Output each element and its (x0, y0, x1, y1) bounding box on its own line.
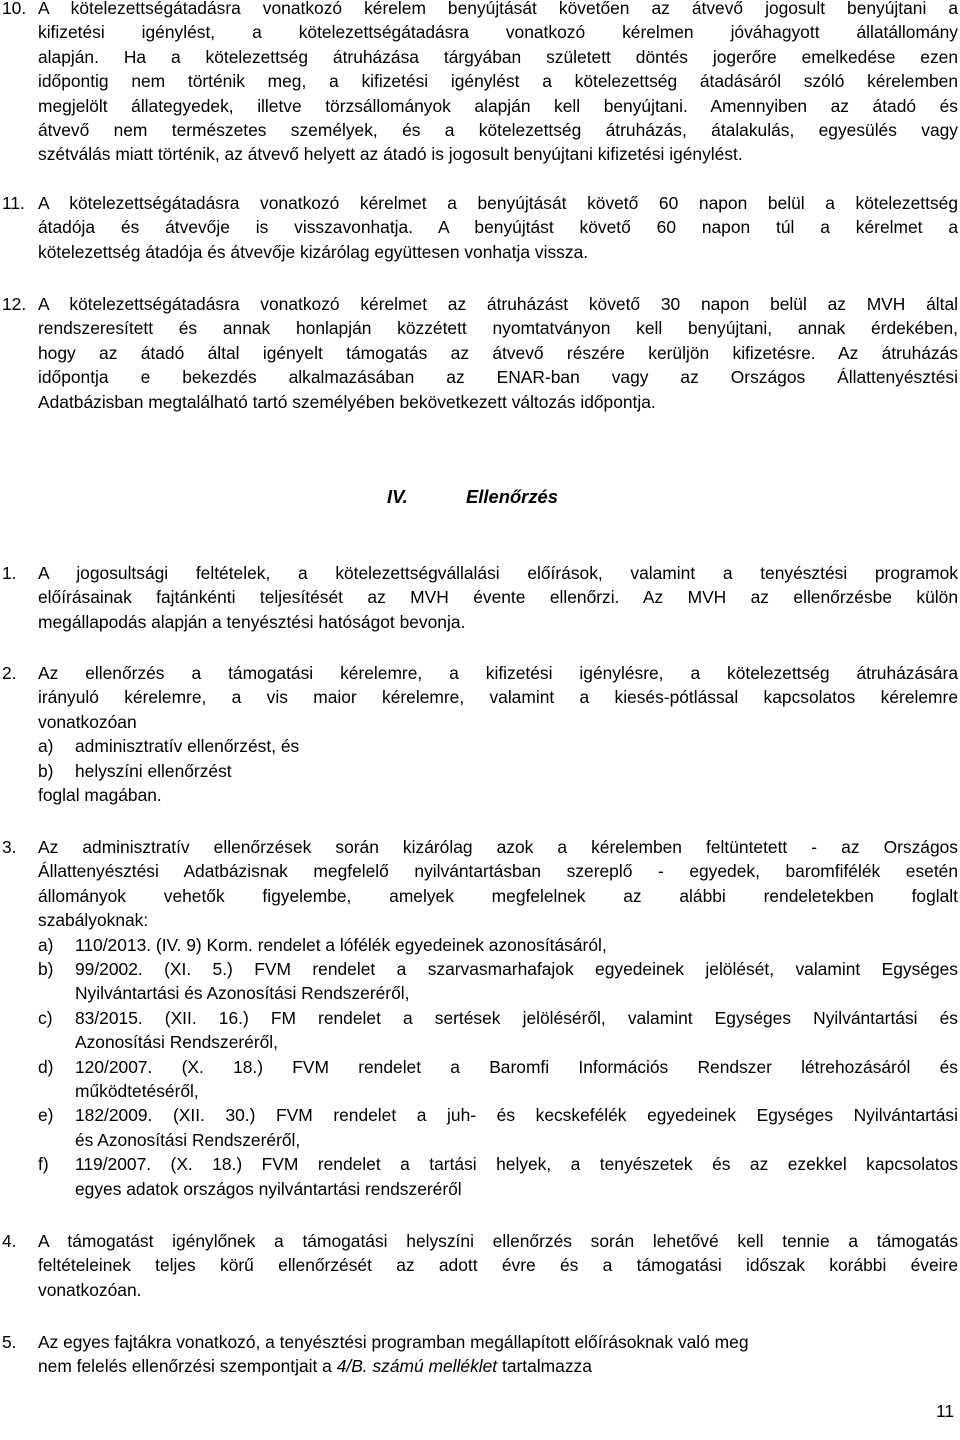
sub-text: működtetéséről, (75, 1081, 199, 1102)
item-number: 4. (2, 1231, 17, 1251)
text-line: A jogosultsági feltételek, a kötelezettségvállalási előírások, valamint a tenyésztési programok (38, 563, 958, 583)
text-line: megjelölt állategyedek, illetve törzsállományok alapján kell benyújtani. Amennyiben az átadó és (38, 95, 958, 116)
control-item-5 (0, 1330, 958, 1379)
sub-text: egyes adatok országos nyilvántartási rendszeréről (75, 1178, 462, 1199)
paragraph-12 (0, 292, 958, 414)
text-line: A kötelezettségátadásra vonatkozó kérelmet a benyújtását követő 60 napon belül a kötelezettség (38, 193, 958, 213)
item-number: 3. (2, 837, 17, 857)
sub-item-d (38, 1055, 958, 1104)
item-number: 5. (2, 1332, 17, 1352)
paragraph-10 (0, 0, 958, 167)
text-line: vonatkozóan (38, 711, 137, 732)
text-span: tartalmazza (502, 1356, 592, 1377)
sub-item-f (38, 1152, 958, 1201)
sub-label: b) (38, 760, 54, 781)
text-line: szabályoknak: (38, 910, 149, 931)
text-line: átadója és átvevője is visszavonhatja. A benyújtást követő 60 napon túl a kérelmet a (38, 217, 958, 238)
control-item-3 (0, 835, 958, 1201)
sub-item-e (38, 1103, 958, 1152)
sub-item-c (38, 1006, 958, 1055)
text-line: átvevő nem természetes személyek, és a kötelezettség átruházás, átalakulás, egyesülés vagy (38, 120, 958, 141)
sub-text: 110/2013. (IV. 9) Korm. rendelet a lófélék egyedeinek azonosításáról, (75, 934, 607, 955)
text-line: kötelezettség átadója és átvevője kizárólag együttesen vonhatja vissza. (38, 241, 589, 262)
text-line: Az egyes fajtákra vonatkozó, a tenyésztési programban megállapított előírásoknak való meg (38, 1332, 749, 1352)
sub-label: c) (38, 1007, 53, 1028)
text-line: Az adminisztratív ellenőrzések során kizárólag azok a kérelemben feltüntetett - az Országos (38, 837, 958, 857)
sub-text: és Azonosítási Rendszeréről, (75, 1129, 301, 1150)
text-line: foglal magában. (38, 785, 162, 806)
text-line: A kötelezettségátadásra vonatkozó kérelmet az átruházást követő 30 napon belül az MVH által (38, 294, 958, 314)
sub-text: 83/2015. (XII. 16.) FM rendelet a sertések jelöléséről, valamint Egységes Nyilvántartási és (75, 1007, 958, 1028)
text-line: alapján. Ha a kötelezettség átruházása tárgyában született döntés jogerőre emelkedése ezen (38, 46, 958, 67)
sub-label: b) (38, 959, 54, 980)
sub-label: f) (38, 1154, 49, 1175)
control-item-2 (0, 661, 958, 807)
sub-text: 182/2009. (XII. 30.) FVM rendelet a juh- és kecskefélék egyedeinek Egységes Nyilvántartási (75, 1105, 958, 1126)
control-item-4 (0, 1229, 958, 1302)
sub-text: 120/2007. (X. 18.) FVM rendelet a Baromfi Információs Rendszer létrehozásáról és (75, 1056, 958, 1077)
item-number: 1. (2, 563, 17, 583)
paragraph-number: 10. (2, 0, 27, 18)
text-line: feltételeinek teljes körű ellenőrzését az adott évre és a támogatási időszak korábbi éveire (38, 1255, 958, 1276)
text-line: Az ellenőrzés a támogatási kérelemre, a kifizetési igénylésre, a kötelezettség átruházására (38, 663, 958, 683)
text-line: időpontig nem történik meg, a kifizetési igénylést a kötelezettség átadásáról szóló kérelemben (38, 71, 958, 92)
section-title: Ellenőrzés (466, 486, 558, 507)
control-item-1 (0, 561, 958, 634)
text-line: vonatkozóan. (38, 1279, 142, 1300)
text-line: A támogatást igénylőnek a támogatási helyszíni ellenőrzés során lehetővé kell tennie a támogatás (38, 1231, 958, 1251)
text-line (38, 1354, 958, 1378)
sub-item-a (38, 734, 958, 758)
sub-item-b (38, 759, 958, 783)
sub-label: e) (38, 1105, 54, 1126)
text-line: hogy az átadó által igényelt támogatás az átvevő részére kerüljön kifizetésre. Az átruházás (38, 342, 958, 363)
text-line: időpontja e bekezdés alkalmazásában az ENAR-ban vagy az Országos Állattenyésztési (38, 367, 958, 388)
text-line: kifizetési igénylést, a kötelezettségátadásra vonatkozó kérelmen jóváhagyott állatállomány (38, 22, 958, 43)
text-line: előírásainak fajtánkénti teljesítését az MVH évente ellenőrzi. Az MVH az ellenőrzésbe külön (38, 587, 958, 608)
sub-text: Azonosítási Rendszeréről, (75, 1032, 278, 1053)
text-span: nem felelés ellenőrzési szempontjait a (38, 1356, 332, 1377)
item-number: 2. (2, 663, 17, 683)
page-number: 11 (935, 1401, 954, 1421)
sub-label: a) (38, 736, 54, 757)
sub-item-b (38, 957, 958, 1006)
sub-text: helyszíni ellenőrzést (75, 760, 232, 781)
sub-text: Nyilvántartási és Azonosítási Rendszeréről, (75, 983, 410, 1004)
text-line: megállapodás alapján a tenyésztési hatóságot bevonja. (38, 611, 466, 632)
sub-label: d) (38, 1056, 54, 1077)
text-line: Adatbázisban megtalálható tartó személyében bekövetkezett változás időpontja. (38, 391, 656, 412)
text-line: A kötelezettségátadásra vonatkozó kérelem benyújtását követően az átvevő jogosult benyújtani a (38, 0, 958, 18)
paragraph-number: 12. (2, 294, 27, 314)
sub-text: 99/2002. (XI. 5.) FVM rendelet a szarvasmarhafajok egyedeinek jelölését, valamint Egységes (75, 959, 958, 980)
text-line: rendszeresített és annak honlapján közzétett nyomtatványon kell benyújtani, annak érdekében, (38, 318, 958, 339)
annex-reference: 4/B. számú melléklet (336, 1356, 498, 1377)
paragraph-11 (0, 191, 958, 264)
text-line: szétválás miatt történik, az átvevő helyett az átadó is jogosult benyújtani kifizetési igénylést. (38, 144, 743, 165)
text-line: irányuló kérelemre, a vis maior kérelemre, valamint a kiesés-pótlással kapcsolatos kérelemre (38, 687, 958, 708)
sub-text: 119/2007. (X. 18.) FVM rendelet a tartási helyek, a tenyészetek és az ezekkel kapcsolatos (75, 1154, 958, 1175)
text-line: Állattenyésztési Adatbázisnak megfelelő nyilvántartásban szereplő - egyedek, baromfifélék esetén (38, 861, 958, 882)
text-line: állományok vehetők figyelembe, amelyek megfelelnek az alábbi rendeletekben foglalt (38, 885, 958, 906)
section-number: IV. (387, 486, 408, 507)
sub-text: adminisztratív ellenőrzést, és (75, 736, 300, 757)
paragraph-number: 11. (2, 193, 25, 213)
sub-label: a) (38, 934, 54, 955)
sub-item-a (38, 933, 958, 957)
